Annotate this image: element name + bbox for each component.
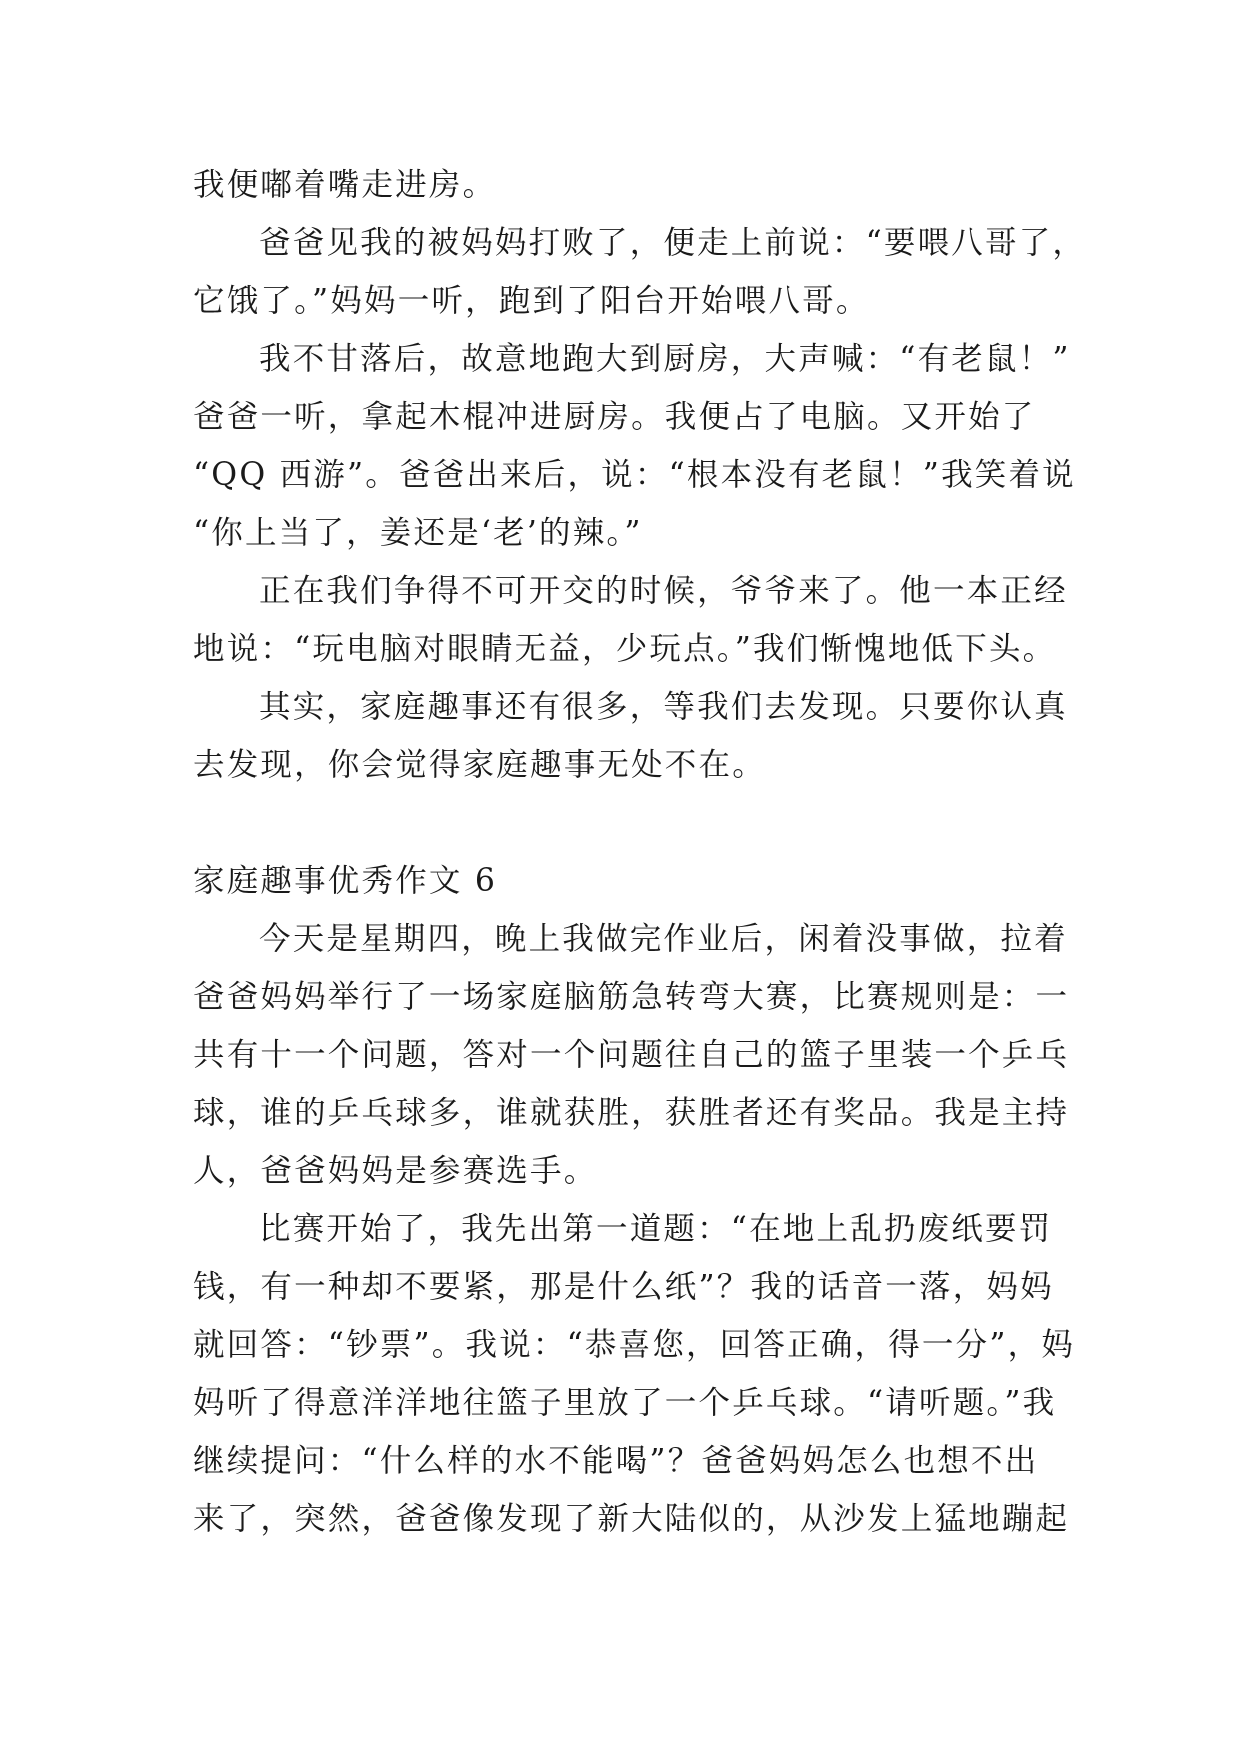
text-line: 我不甘落后，故意地跑大到厨房，大声喊：“有老鼠！”: [259, 341, 1071, 377]
text-line: 来了，突然，爸爸像发现了新大陆似的，从沙发上猛地蹦起: [193, 1501, 1070, 1537]
text-line: 就回答：“钞票”。我说：“恭喜您，回答正确，得一分”，妈: [193, 1327, 1076, 1363]
text-line: 共有十一个问题，答对一个问题往自己的篮子里装一个乒乓: [193, 1037, 1070, 1073]
text-line: “你上当了，姜还是‘老’的辣。”: [193, 515, 643, 551]
text-line: 今天是星期四，晚上我做完作业后，闲着没事做，拉着: [259, 921, 1068, 957]
paragraph: [193, 678, 1068, 794]
text-line: 比赛开始了，我先出第一道题：“在地上乱扔废纸要罚: [259, 1211, 1053, 1247]
text-line: “QQ 西游”。爸爸出来后，说：“根本没有老鼠！”我笑着说: [193, 457, 1076, 493]
text-line: 它饿了。”妈妈一听，跑到了阳台开始喂八哥。: [193, 283, 870, 319]
section-spacer: [193, 794, 1055, 852]
text-line: 正在我们争得不可开交的时候，爷爷来了。他一本正经: [259, 573, 1068, 609]
essay-body: [193, 156, 1087, 1548]
section-title: 家庭趣事优秀作文 6: [193, 863, 498, 899]
text-line: 爸爸见我的被妈妈打败了，便走上前说：“要喂八哥了，: [259, 225, 1087, 261]
paragraph: [193, 562, 1068, 678]
text-line: 地说：“玩电脑对眼睛无益，少玩点。”我们惭愧地低下头。: [193, 631, 1057, 667]
text-line: 爸爸一听，拿起木棍冲进厨房。我便占了电脑。又开始了: [193, 399, 1036, 435]
text-line: 妈听了得意洋洋地往篮子里放了一个乒乓球。“请听题。”我: [193, 1385, 1057, 1421]
paragraph: [193, 1200, 1076, 1548]
text-line: 去发现，你会觉得家庭趣事无处不在。: [193, 747, 766, 783]
text-line: 人，爸爸妈妈是参赛选手。: [193, 1153, 598, 1189]
text-line: 钱，有一种却不要紧，那是什么纸”？我的话音一落，妈妈: [193, 1269, 1054, 1305]
paragraph-continuation: [193, 156, 1055, 214]
text-line: 我便嘟着嘴走进房。: [193, 167, 497, 203]
text-line: 继续提问：“什么样的水不能喝”？爸爸妈妈怎么也想不出: [193, 1443, 1039, 1479]
text-line: 爸爸妈妈举行了一场家庭脑筋急转弯大赛，比赛规则是：一: [193, 979, 1070, 1015]
paragraph: [193, 330, 1076, 562]
paragraph: [193, 214, 1087, 330]
text-line: 其实，家庭趣事还有很多，等我们去发现。只要你认真: [259, 689, 1068, 725]
text-line: 球，谁的乒乓球多，谁就获胜，获胜者还有奖品。我是主持: [193, 1095, 1070, 1131]
paragraph: [193, 910, 1070, 1200]
